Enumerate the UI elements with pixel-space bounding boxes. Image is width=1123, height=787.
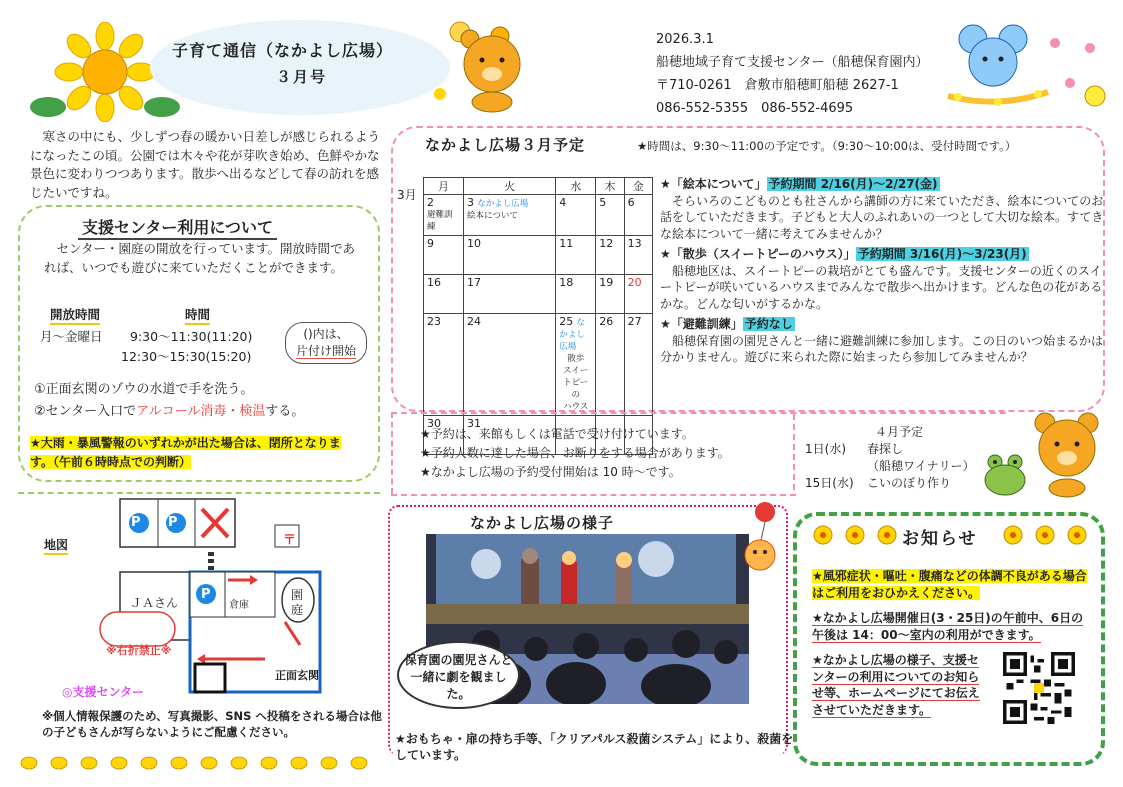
event-title: ★「避難訓練」 — [660, 317, 743, 331]
calendar-day-number: 20 — [627, 276, 642, 289]
calendar-day — [424, 314, 464, 416]
reservation-note: ★なかよし広場の予約受付開始は 10 時～です。 — [420, 465, 681, 479]
april-item — [805, 475, 975, 492]
calendar-day-number: 30 — [427, 417, 441, 430]
calendar-day — [464, 275, 556, 314]
calendar-week — [424, 275, 653, 314]
duck-border-decoration — [14, 743, 384, 773]
event-heading — [660, 246, 1105, 263]
calendar-day-number: 4 — [559, 196, 567, 209]
flower-decoration — [1000, 522, 1090, 548]
no-right-turn-label: ※右折禁止※ — [106, 644, 172, 657]
calendar-event: 散歩 スイートピーの ハウス — [563, 354, 589, 412]
calendar-day — [624, 236, 652, 275]
event-title: ★「散歩（スイートピーのハウス）」 — [660, 247, 856, 261]
calendar-day — [556, 236, 596, 275]
post-office-icon: 〒 — [283, 533, 297, 548]
calendar-day — [624, 314, 652, 416]
qr-code[interactable] — [1003, 652, 1075, 724]
calendar-weekday: 金 — [624, 178, 652, 195]
parking-icon: P — [168, 515, 178, 530]
calendar-day-number: 9 — [427, 237, 434, 250]
reservation-period-tag: 予約期間 3/16(月)～3/23(月) — [857, 247, 1027, 261]
frog-illustration — [980, 450, 1030, 500]
calendar-day-number: 31 — [467, 417, 481, 430]
parking-icon: P — [131, 515, 141, 530]
calendar-day — [596, 236, 624, 275]
event-title: ★「絵本について」 — [660, 177, 767, 191]
event-description: そらいろのこどものとも社さんから講師の方に来ていただき、絵本についてのお話をしていただきます。子どもと大人のふれあいの一つとして大切な絵本。すてきな絵本について一緒に考えてみませんか？ — [660, 193, 1104, 241]
calendar-day-number: 26 — [599, 315, 614, 328]
event-description: 船穂保育園の園児さんと一緒に避難訓練に参加します。この日のいつ始まるかは分かりません。遊びに来られた際に始まったら参加してみませんか？ — [660, 333, 1104, 364]
april-item-date: 1日(水) — [805, 442, 846, 456]
reservation-vertical-divider — [793, 414, 795, 490]
event-description: 船穂地区は、スイートピーの栽培がとても盛んです。支援センターの近くのスイートピーが咲いているハウスまでみんなで散歩へ出かけます。どんな色の花があるかな。どんな匂いがするかな。 — [660, 263, 1103, 311]
support-center-text: センター・園庭の開放を行っています。開放時間であれば、いつでも遊びに来ていただくことができます。 — [44, 241, 356, 275]
bear-illustration — [430, 14, 540, 114]
calendar-week — [424, 314, 653, 416]
newsletter-title: 子育て通信（なかよし広場） — [172, 41, 394, 60]
step-wash-hands: ①正面玄関のゾウの水道で手を洗う。 — [34, 382, 254, 397]
april-item — [805, 441, 975, 458]
flower-decoration — [810, 522, 900, 548]
calendar-day-number: 13 — [627, 237, 642, 250]
support-center-title: 支援センター利用について — [78, 215, 277, 240]
event-list — [660, 172, 1105, 368]
calendar-day-number: 16 — [427, 276, 441, 289]
calendar-weekday: 水 — [556, 178, 596, 195]
warehouse-label: 倉庫 — [229, 600, 249, 611]
flower-decoration — [1040, 28, 1110, 108]
cleanup-note-line2: 片付け開始 — [295, 344, 356, 358]
calendar-day-number: 18 — [559, 276, 574, 289]
step2-text-b: する。 — [265, 404, 305, 419]
calendar-day-number: 27 — [627, 315, 642, 328]
calendar-event: 避難訓練 — [427, 210, 453, 232]
calendar-day-number: 5 — [599, 196, 607, 209]
privacy-note: ※個人情報保護のため、写真撮影、SNS へ投稿をされる場合は他の子どもさんが写らないようにご配慮ください。 — [42, 709, 382, 739]
calendar-day-number: 19 — [599, 276, 614, 289]
calendar-day — [464, 236, 556, 275]
hours-morning: 9:30～11:30(11:20) — [130, 329, 253, 344]
step2-text-a: ②センター入口で — [34, 404, 137, 419]
calendar-event-tag: なかよし広場 — [477, 199, 529, 209]
april-item-event: （船穂ワイナリー） — [867, 459, 975, 473]
hours-afternoon: 12:30～15:30(15:20) — [121, 349, 252, 364]
notice-illness: ★風邪症状・嘔吐・腹痛などの体調不良がある場合はご利用をおひかえください。 — [812, 569, 1087, 600]
photo-section-title: なかよし広場の様子 — [470, 514, 615, 532]
reservation-notes — [420, 425, 730, 482]
calendar-day-number: 2 — [427, 196, 434, 209]
april-item — [805, 458, 975, 475]
schedule-title: なかよし広場３月予定 — [425, 136, 586, 154]
address: 〒710-0261 倉敷市船穂町船穂 2627-1 — [656, 78, 899, 93]
calendar-weekday: 木 — [596, 178, 624, 195]
reservation-left-border — [391, 412, 393, 494]
calendar-day — [424, 195, 464, 236]
calendar-day — [556, 195, 596, 236]
calendar-day-number: 24 — [467, 315, 481, 328]
calendar-weekday: 月 — [424, 178, 464, 195]
calendar-day-number: 23 — [427, 315, 441, 328]
calendar-day — [464, 314, 556, 416]
hours-header-open: 開放時間 — [50, 305, 100, 325]
calendar-week — [424, 236, 653, 275]
april-schedule — [805, 424, 975, 492]
calendar-day — [624, 195, 652, 236]
calendar-day-number: 11 — [559, 237, 574, 250]
calendar-day — [556, 275, 596, 314]
event-heading — [660, 176, 1105, 193]
reservation-note: ★予約は、来館もしくは電話で受け付けています。 — [420, 427, 694, 441]
intro-paragraph: 寒さの中にも、少しずつ春の暖かい日差しが感じられるようになったこの頃。公園では木々や花が芽吹き始め、色鮮やかな景色に変わりつつあります。散歩へ出るなどして春の訪れを感じたいですね。 — [30, 129, 381, 200]
step-disinfect — [34, 400, 304, 419]
cleanup-note-bubble — [285, 322, 367, 364]
calendar-day — [624, 275, 652, 314]
cleanup-note-line1: ()内は、 — [303, 327, 349, 341]
calendar-weekday: 火 — [464, 178, 556, 195]
phone-numbers: 086-552-5355 086-552-4695 — [656, 101, 854, 116]
storm-warning — [30, 434, 360, 472]
cleaning-note: ★おもちゃ・扉の持ち手等、「クリアパルス殺菌システム」により、殺菌をしています。 — [395, 732, 794, 762]
calendar-event-tag: なかよし広場 — [559, 318, 585, 352]
calendar-month: 3月 — [397, 188, 417, 202]
notice-open-days: ★なかよし広場開催日(3・25日)の午前中、6日の午後は 14：00～室内の利用ができます。 — [812, 611, 1084, 642]
garden-label: 園庭 — [291, 588, 304, 617]
calendar-day-number: 6 — [627, 196, 635, 209]
notice-homepage: ★なかよし広場の様子、支援センターの利用についてのお知らせ等、ホームページにてお伝えさせていただきます。 — [812, 653, 980, 717]
calendar-day — [424, 275, 464, 314]
reservation-divider — [391, 412, 1006, 414]
notice-title: お知らせ — [902, 529, 978, 549]
calendar-day-number: 12 — [599, 237, 614, 250]
calendar-day-number: 3 — [467, 196, 474, 209]
organization-name: 船穂地域子育て支援センター（船穂保育園内） — [656, 55, 929, 70]
main-entrance-label: 正面玄関 — [275, 669, 319, 682]
cat-balloon-illustration — [735, 500, 785, 580]
schedule-time-note: ★時間は、9:30～11:00の予定です。（9:30～10:00は、受付時間です。） — [637, 139, 1017, 153]
header-info — [656, 28, 928, 120]
reservation-period-tag: 予約期間 2/16(月)～2/27(金) — [768, 177, 938, 191]
bear-illustration — [1020, 408, 1115, 498]
april-title: ４月予定 — [875, 425, 924, 439]
storm-warning-text: ★大雨・暴風警報のいずれかが出た場合は、閉所となります。（午前６時時点での判断） — [30, 436, 341, 469]
calendar-day-number: 17 — [467, 276, 481, 289]
april-item-event: こいのぼり作り — [867, 476, 952, 490]
photo-caption-bubble: 保育園の園児さんと一緒に劇を観ました。 — [397, 641, 520, 709]
newsletter-issue: ３月号 — [276, 68, 328, 86]
step2-highlight: アルコール消毒・検温 — [136, 404, 266, 419]
event-heading — [660, 316, 1105, 333]
map-label: 地図 — [44, 536, 68, 555]
hours-header-time: 時間 — [185, 305, 210, 325]
hours-days: 月～金曜日 — [40, 329, 103, 344]
calendar-day — [596, 314, 624, 416]
calendar-day — [424, 236, 464, 275]
calendar-week — [424, 195, 653, 236]
ja-building-label: ＪＡさん — [130, 596, 179, 610]
april-item-date: 15日(水) — [805, 476, 854, 490]
reservation-bottom-border — [391, 494, 796, 496]
reservation-note: ★予約人数に達した場合、お断りをする場合があります。 — [420, 446, 730, 460]
reservation-period-tag: 予約なし — [744, 317, 793, 331]
april-item-event: 春探し — [867, 442, 904, 456]
calendar-day — [464, 195, 556, 236]
parking-icon: P — [201, 587, 211, 602]
left-divider — [18, 492, 380, 494]
calendar-day-number: 10 — [467, 237, 481, 250]
location-map — [40, 497, 385, 707]
calendar-day — [596, 195, 624, 236]
calendar-day — [556, 314, 596, 416]
calendar-day-number: 25 — [559, 315, 574, 328]
calendar-event: 絵本について — [467, 211, 518, 221]
calendar-day — [596, 275, 624, 314]
support-center-map-label: ◎支援センター — [62, 685, 144, 699]
issue-date: 2026.3.1 — [656, 32, 714, 47]
